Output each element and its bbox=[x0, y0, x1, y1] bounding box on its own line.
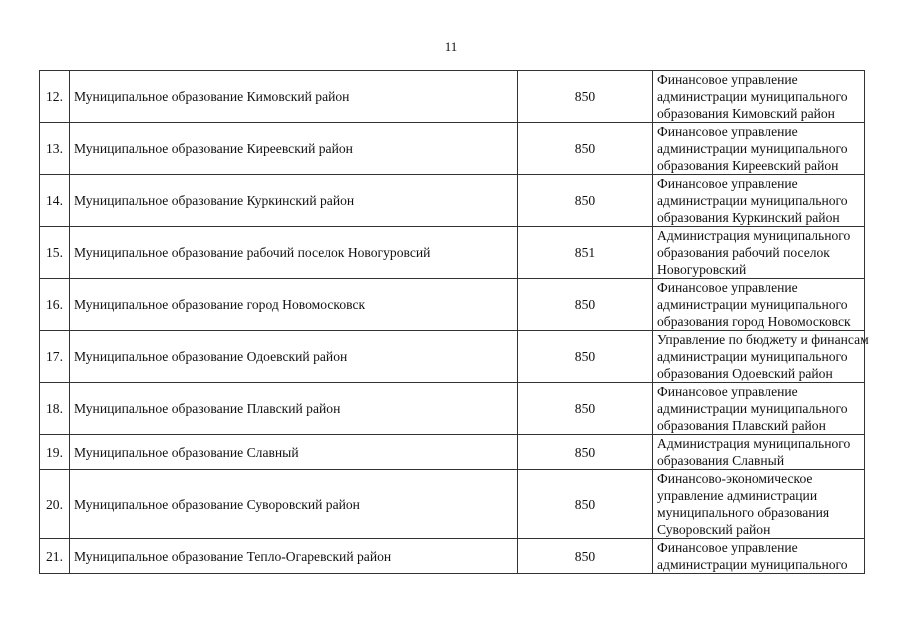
financial-body bbox=[653, 331, 869, 383]
admin-code: 850 bbox=[518, 331, 653, 383]
row-number: 18. bbox=[40, 383, 70, 435]
financial-body-line: администрации муниципального bbox=[657, 141, 848, 156]
row-number: 16. bbox=[40, 279, 70, 331]
row-number: 15. bbox=[40, 227, 70, 279]
financial-body-line: управление администрации bbox=[657, 488, 818, 503]
table-row bbox=[40, 435, 865, 470]
financial-body-line: Финансовое управление bbox=[657, 124, 798, 139]
financial-body-line: Финансовое управление bbox=[657, 72, 798, 87]
financial-body bbox=[653, 435, 865, 470]
financial-body-line: Финансовое управление bbox=[657, 280, 798, 295]
municipality-name: Муниципальное образование Славный bbox=[70, 435, 518, 470]
admin-code: 850 bbox=[518, 539, 653, 574]
admin-code: 850 bbox=[518, 123, 653, 175]
financial-body-line: образования Куркинский район bbox=[657, 210, 840, 225]
financial-body-line: образования город Новомосковск bbox=[657, 314, 851, 329]
financial-body-line: образования рабочий поселок bbox=[657, 245, 830, 260]
financial-body-line: Суворовский район bbox=[657, 522, 771, 537]
admin-code: 850 bbox=[518, 175, 653, 227]
municipality-name: Муниципальное образование Плавский район bbox=[70, 383, 518, 435]
municipality-name: Муниципальное образование рабочий поселок Новогуровсий bbox=[70, 227, 518, 279]
financial-body-line: администрации муниципального bbox=[657, 401, 848, 416]
financial-body-line: Финансовое управление bbox=[657, 540, 798, 555]
financial-body-line: Администрация муниципального bbox=[657, 436, 851, 451]
financial-body-line: образования Славный bbox=[657, 453, 785, 468]
municipality-name: Муниципальное образование Тепло-Огаревский район bbox=[70, 539, 518, 574]
admin-code: 850 bbox=[518, 383, 653, 435]
row-number: 13. bbox=[40, 123, 70, 175]
admin-code: 850 bbox=[518, 470, 653, 539]
financial-body-line: администрации муниципального bbox=[657, 297, 848, 312]
financial-body-line: Администрация муниципального bbox=[657, 228, 851, 243]
financial-body bbox=[653, 539, 865, 574]
municipality-name: Муниципальное образование Кимовский район bbox=[70, 71, 518, 123]
municipality-name: Муниципальное образование город Новомосковск bbox=[70, 279, 518, 331]
admin-code: 850 bbox=[518, 279, 653, 331]
financial-body-line: Управление по бюджету и финансам bbox=[657, 332, 869, 347]
table-row bbox=[40, 383, 865, 435]
financial-body-line: образования Одоевский район bbox=[657, 366, 833, 381]
financial-body bbox=[653, 383, 865, 435]
financial-body bbox=[653, 175, 865, 227]
financial-body-line: образования Кимовский район bbox=[657, 106, 835, 121]
row-number: 12. bbox=[40, 71, 70, 123]
financial-body bbox=[653, 71, 865, 123]
municipality-name: Муниципальное образование Киреевский район bbox=[70, 123, 518, 175]
municipal-budget-table bbox=[39, 70, 869, 574]
page-number: 11 bbox=[444, 39, 458, 54]
municipality-name: Муниципальное образование Суворовский район bbox=[70, 470, 518, 539]
financial-body bbox=[653, 123, 865, 175]
table-row bbox=[40, 227, 865, 279]
financial-body-line: Финансово-экономическое bbox=[657, 471, 813, 486]
table-row bbox=[40, 71, 865, 123]
admin-code: 850 bbox=[518, 71, 653, 123]
financial-body-line: администрации муниципального bbox=[657, 557, 848, 572]
financial-body bbox=[653, 279, 865, 331]
financial-body-line: Финансовое управление bbox=[657, 384, 798, 399]
financial-body-line: администрации муниципального bbox=[657, 193, 848, 208]
financial-body bbox=[653, 227, 865, 279]
financial-body-line: администрации муниципального bbox=[657, 89, 848, 104]
row-number: 21. bbox=[40, 539, 70, 574]
table-row bbox=[40, 331, 865, 383]
financial-body-line: Новогуровский bbox=[657, 262, 747, 277]
financial-body-line: муниципального образования bbox=[657, 505, 830, 520]
row-number: 17. bbox=[40, 331, 70, 383]
admin-code: 850 bbox=[518, 435, 653, 470]
table-row bbox=[40, 123, 865, 175]
municipality-name: Муниципальное образование Куркинский район bbox=[70, 175, 518, 227]
row-number: 14. bbox=[40, 175, 70, 227]
table-row bbox=[40, 175, 865, 227]
table-row bbox=[40, 470, 865, 539]
table-row bbox=[40, 539, 865, 574]
financial-body-line: администрации муниципального bbox=[657, 349, 848, 364]
row-number: 19. bbox=[40, 435, 70, 470]
financial-body-line: образования Плавский район bbox=[657, 418, 826, 433]
financial-body bbox=[653, 470, 865, 539]
row-number: 20. bbox=[40, 470, 70, 539]
financial-body-line: образования Киреевский район bbox=[657, 158, 839, 173]
municipality-name: Муниципальное образование Одоевский район bbox=[70, 331, 518, 383]
table-row bbox=[40, 279, 865, 331]
admin-code: 851 bbox=[518, 227, 653, 279]
financial-body-line: Финансовое управление bbox=[657, 176, 798, 191]
